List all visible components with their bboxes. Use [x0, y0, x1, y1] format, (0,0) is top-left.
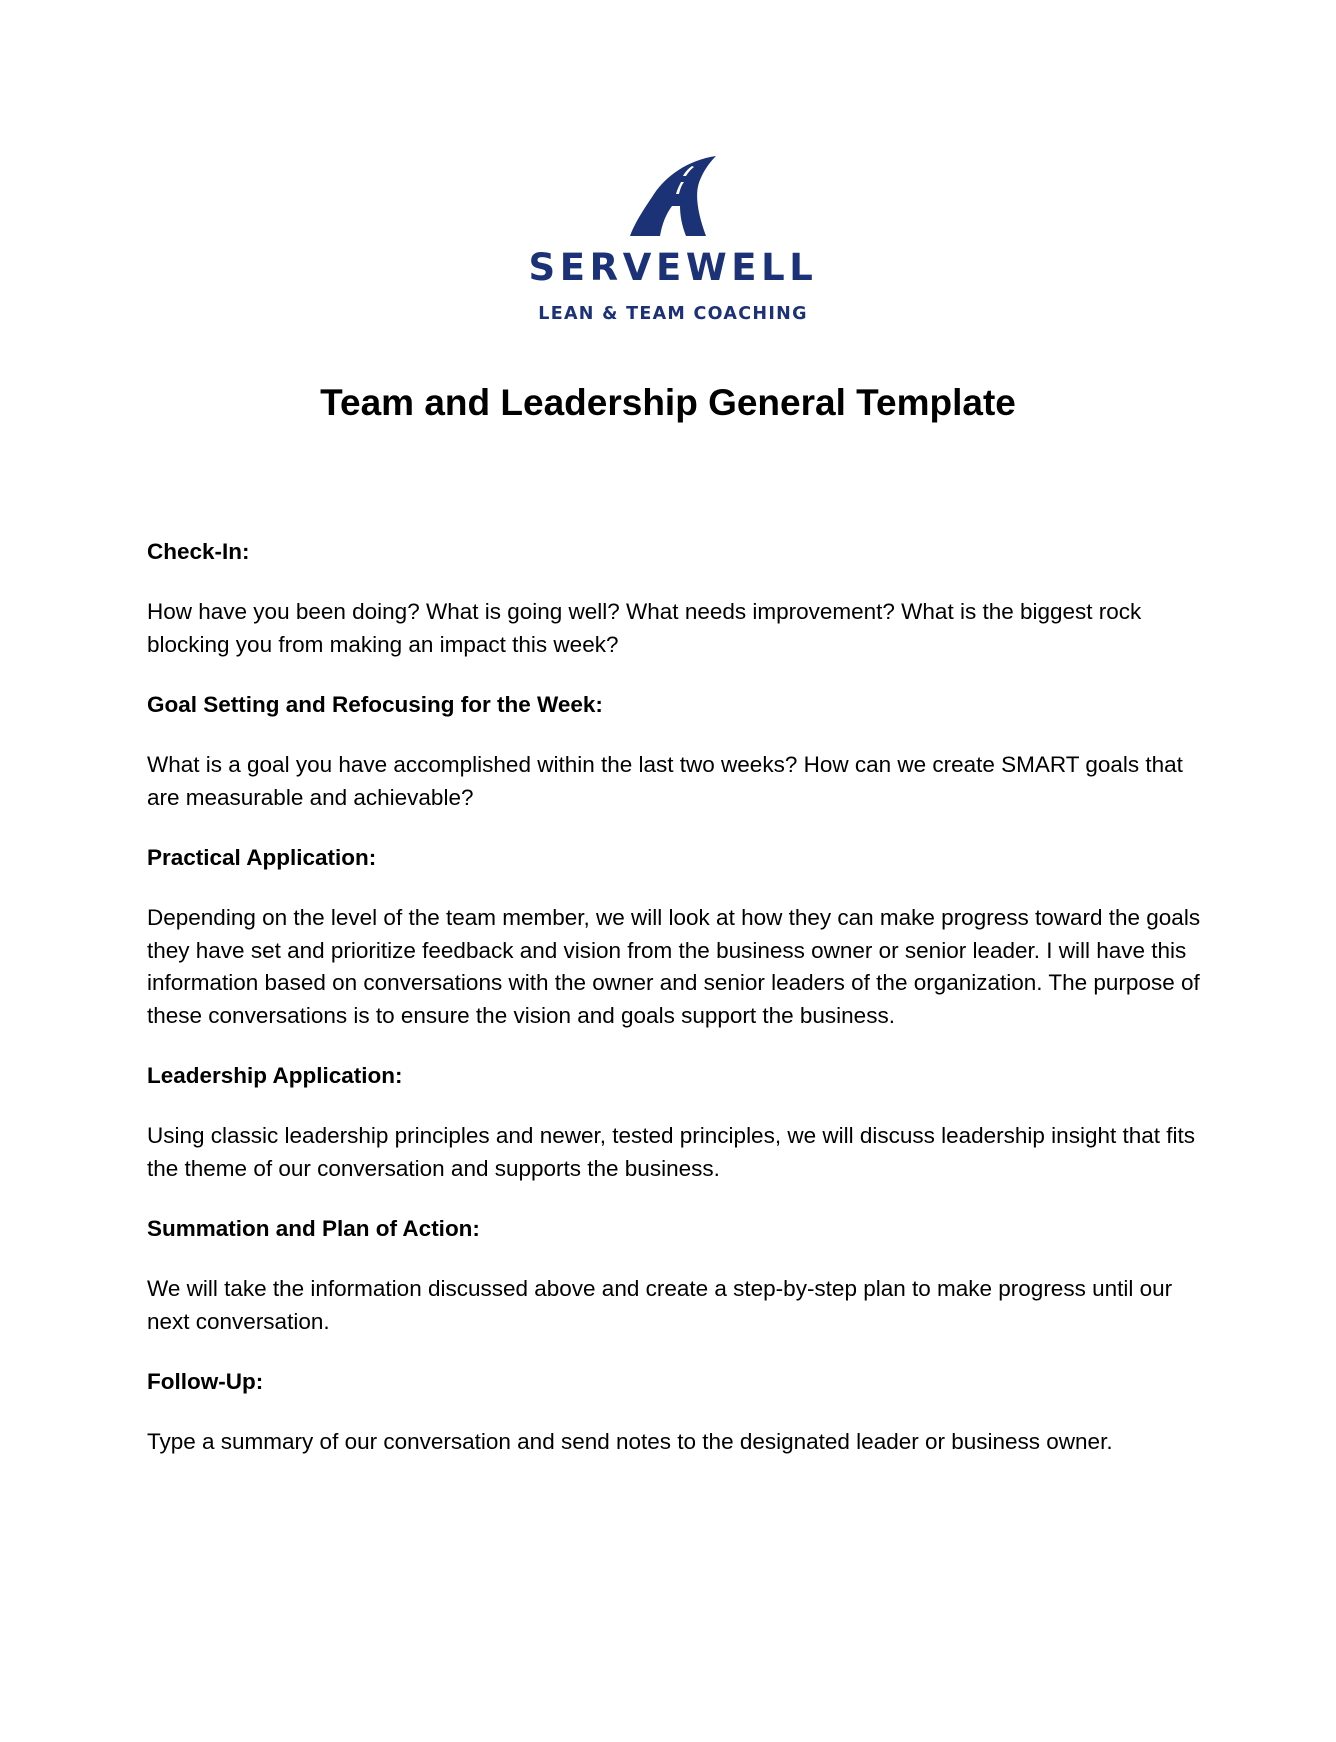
section-body: We will take the information discussed above and create a step-by-step plan to make progress until our next conversation. [147, 1276, 1173, 1334]
road-icon [628, 154, 718, 238]
section-heading: Practical Application: [147, 845, 377, 870]
document-body [147, 536, 1207, 1487]
section-body: Using classic leadership principles and newer, tested principles, we will discuss leadership insight that fits the theme of our conversation and supports the business. [147, 1123, 1196, 1181]
section-goal-setting [147, 689, 1207, 814]
section-check-in [147, 536, 1207, 661]
section-body: Depending on the level of the team member, we will look at how they can make progress toward the goals they have set and prioritize feedback and vision from the business owner or senior leader. I will have this information based on conversations with the owner and senior leaders of the organization. The purpose of these conversations is to ensure the vision and goals support the business. [147, 905, 1201, 1028]
logo-tagline: LEAN & TEAM COACHING [538, 304, 808, 324]
section-body: How have you been doing? What is going well? What needs improvement? What is the biggest rock blocking you from making an impact this week? [147, 599, 1142, 657]
document-title: Team and Leadership General Template [320, 382, 1016, 423]
servewell-logo [512, 140, 834, 332]
section-practical-application [147, 842, 1207, 1032]
section-body: Type a summary of our conversation and send notes to the designated leader or business owner. [147, 1429, 1113, 1454]
section-body: What is a goal you have accomplished within the last two weeks? How can we create SMART goals that are measurable and achievable? [147, 752, 1183, 810]
section-heading: Leadership Application: [147, 1063, 403, 1088]
logo-wordmark: SERVEWELL [528, 246, 818, 289]
section-summation [147, 1213, 1207, 1338]
section-heading: Follow-Up: [147, 1369, 264, 1394]
section-leadership-application [147, 1060, 1207, 1185]
section-follow-up [147, 1366, 1207, 1459]
section-heading: Goal Setting and Refocusing for the Week: [147, 692, 603, 717]
section-heading: Summation and Plan of Action: [147, 1216, 480, 1241]
section-heading: Check-In: [147, 539, 250, 564]
